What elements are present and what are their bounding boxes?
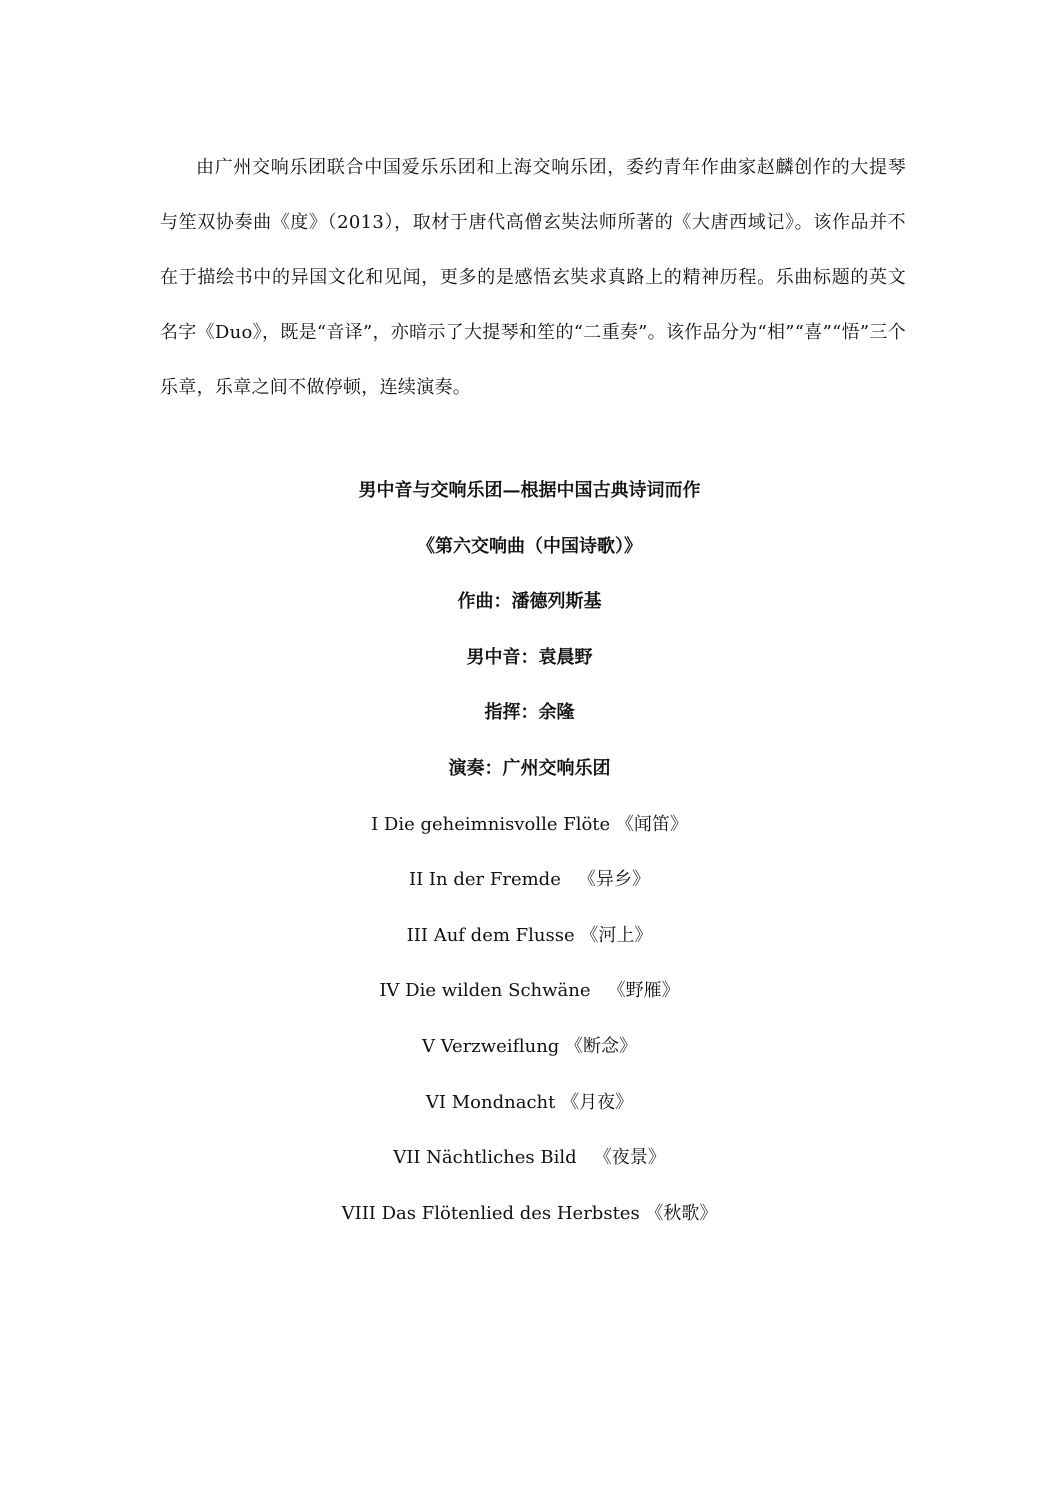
program-heading: 男中音与交响乐团—根据中国古典诗词而作: [358, 480, 701, 501]
conductor-credit: 指挥：余隆: [484, 702, 575, 724]
baritone-credit: 男中音：袁晨野: [466, 646, 593, 668]
intro-paragraph: 由广州交响乐团联合中国爱乐乐团和上海交响乐团，委约青年作曲家赵麟创作的大提琴与笙双协奏曲《度》（2013），取材于唐代高僧玄奘法师所著的《大唐西域记》。该作品并不在于描绘书中的异国文化和见闻，更多的是感悟玄奘求真路上的精神历程。乐曲标题的英文名字《Duo》，既是“音译”，亦暗示了大提琴和笙的“二重奏”。该作品分为“相”“喜”“悟”三个乐章，乐章之间不做停顿，连续演奏。: [160, 157, 906, 398]
composer-credit: 作曲：潘德列斯基: [457, 591, 602, 613]
movement-item: III Auf dem Flusse 《河上》: [406, 924, 653, 946]
movement-item: VIII Das Flötenlied des Herbstes 《秋歌》: [341, 1202, 718, 1224]
intro-section: [160, 140, 906, 415]
movement-item: IV Die wilden Schwäne 《野雁》: [379, 980, 680, 1002]
movement-item: VII Nächtliches Bild 《夜景》: [393, 1147, 666, 1169]
movement-item: I Die geheimnisvolle Flöte 《闻笛》: [371, 813, 688, 835]
movement-item: V Verzweiflung 《断念》: [421, 1035, 638, 1057]
performer-credit: 演奏：广州交响乐团: [448, 757, 611, 779]
work-title: 《第六交响曲（中国诗歌）》: [417, 535, 642, 557]
movement-item: II In der Fremde 《异乡》: [408, 869, 651, 891]
movement-item: VI Mondnacht 《月夜》: [425, 1091, 634, 1113]
program-section: [0, 476, 1059, 1254]
